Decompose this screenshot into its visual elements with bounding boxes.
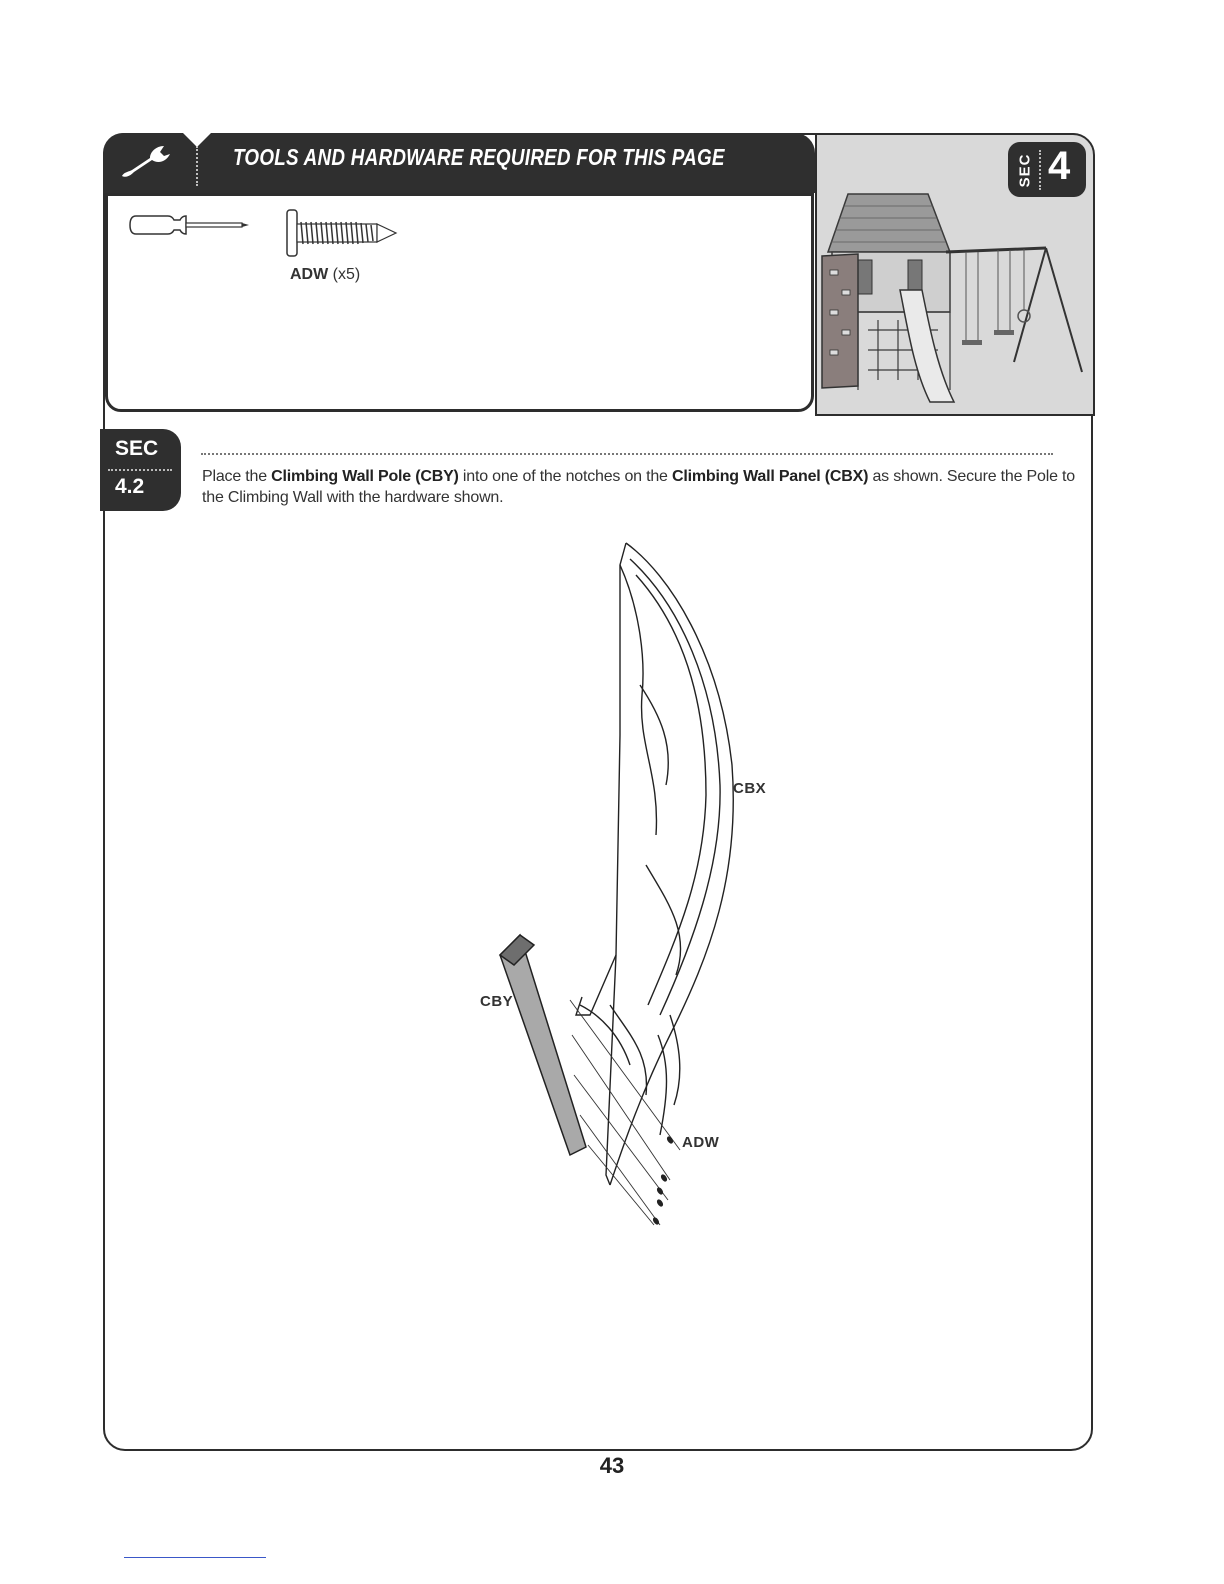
hardware-code: ADW — [290, 266, 329, 283]
section-badge-number: 4 — [1048, 144, 1071, 188]
screw-icon — [284, 208, 400, 258]
playset-illustration — [818, 190, 1090, 412]
step-instruction: Place the Climbing Wall Pole (CBY) into one of the notches on the Climbing Wall Panel (CBX) as shown. Secure the Pole to the Climbing Wall with the hardware shown. — [202, 468, 1075, 506]
label-adw: ADW — [682, 1134, 720, 1151]
tools-title: TOOLS AND HARDWARE REQUIRED FOR THIS PAGE — [233, 144, 725, 170]
header-notch — [183, 133, 213, 149]
label-cbx: CBX — [733, 780, 767, 797]
climbing-wall-panel — [576, 543, 733, 1185]
step-badge-label: SEC — [115, 437, 159, 460]
part-name-panel: Climbing Wall Panel (CBX) — [672, 468, 869, 485]
part-name-pole: Climbing Wall Pole (CBY) — [271, 468, 459, 485]
screwdriver-icon — [128, 212, 253, 238]
step-badge — [100, 429, 181, 511]
wrench-icon — [118, 142, 178, 182]
header-divider — [196, 146, 198, 186]
page-number: 43 — [599, 1453, 625, 1478]
adw-screws — [652, 1135, 675, 1225]
section-badge-label: SEC — [1016, 153, 1034, 187]
step-number: 4.2 — [115, 475, 145, 498]
step-divider — [201, 453, 1053, 455]
bottom-link-underline[interactable] — [124, 1557, 266, 1558]
hardware-label — [290, 266, 360, 284]
climbing-wall-pole — [500, 935, 586, 1155]
label-cby: CBY — [480, 993, 514, 1010]
assembly-diagram — [470, 535, 770, 1235]
section-badge — [1008, 142, 1086, 197]
hardware-qty: (x5) — [332, 266, 361, 283]
